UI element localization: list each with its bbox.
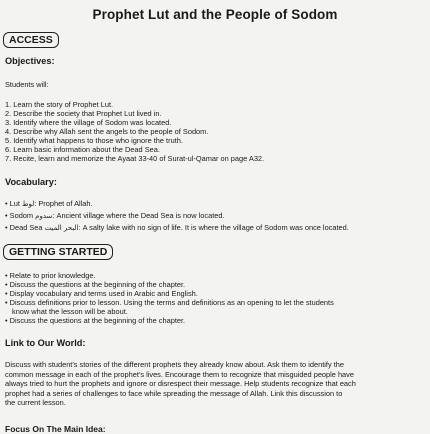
link-heading: Link to Our World: [5,338,86,348]
objective-item: 5. Identify what happens to those who ignore the truth. [5,136,183,145]
access-label-box: ACCESS [3,32,59,48]
objective-item: 1. Learn the story of Prophet Lut. [5,100,114,109]
vocab-arabic: البحر الميت [44,224,79,232]
next-section-heading: Focus On The Main Idea: [5,424,106,434]
getting-started-item: • Discuss the questions at the beginning of the chapter. [5,316,186,325]
getting-started-item-continued: know what the lesson will be about. [12,307,128,316]
vocab-term: Lut [9,199,20,208]
vocab-item-dead-sea: • Dead Sea البحر الميت: A salty lake with no sign of life. It is where the village of Sodom was once located. [5,223,349,232]
getting-started-item: • Display vocabulary and terms used in Arabic and English. [5,289,198,298]
objectives-intro: Students will: [5,80,49,89]
vocabulary-heading: Vocabulary: [5,177,57,187]
vocab-item-lut: • Lut لوط: Prophet of Allah. [5,199,93,208]
objective-item: 2. Describe the society that Prophet Lut lived in. [5,109,162,118]
vocab-definition: : A salty lake with no sign of life. It is where the village of Sodom was once located. [78,223,349,232]
vocab-definition: : Ancient village where the Dead Sea is now located. [52,211,225,220]
objective-item: 6. Learn basic information about the Dead Sea. [5,145,160,154]
vocab-term: Dead Sea [9,223,43,232]
getting-started-item: • Relate to prior knowledge. [5,271,96,280]
getting-started-label-box: GETTING STARTED [3,244,113,260]
vocab-item-sodom: • Sodom سدوم: Ancient village where the Dead Sea is now located. [5,211,225,220]
page-title: Prophet Lut and the People of Sodom [92,7,338,22]
objective-item: 3. Identify where the village of Sodom was located. [5,118,172,127]
objective-item: 4. Describe why Allah sent the angels to the people of Sodom. [5,127,209,136]
getting-started-item: • Discuss definitions prior to lesson. Using the terms and definitions as an opening to let the students [5,298,334,307]
link-paragraph: Discuss with student's stories of the different prophets they already know about. Ask them to identify the common message in each of the prophet's lives. Encourage them to recognize that misguided people have always tried to hurt the prophets and ignore or disrespect their message. Help students recognize that each prophet had a series of challenges to face while spreading the message of Allah. Link this discussion to the current lesson. [5,360,356,408]
objective-item: 7. Recite, learn and memorize the Ayaat 33-40 of Surat-ul-Qamar on page A32. [5,154,265,163]
vocab-definition: : Prophet of Allah. [34,199,93,208]
vocab-term: Sodom [9,211,34,220]
vocab-arabic: لوط [22,200,35,208]
getting-started-item: • Discuss the questions at the beginning of the chapter. [5,280,186,289]
objectives-heading: Objectives: [5,56,55,66]
vocab-arabic: سدوم [35,212,53,220]
